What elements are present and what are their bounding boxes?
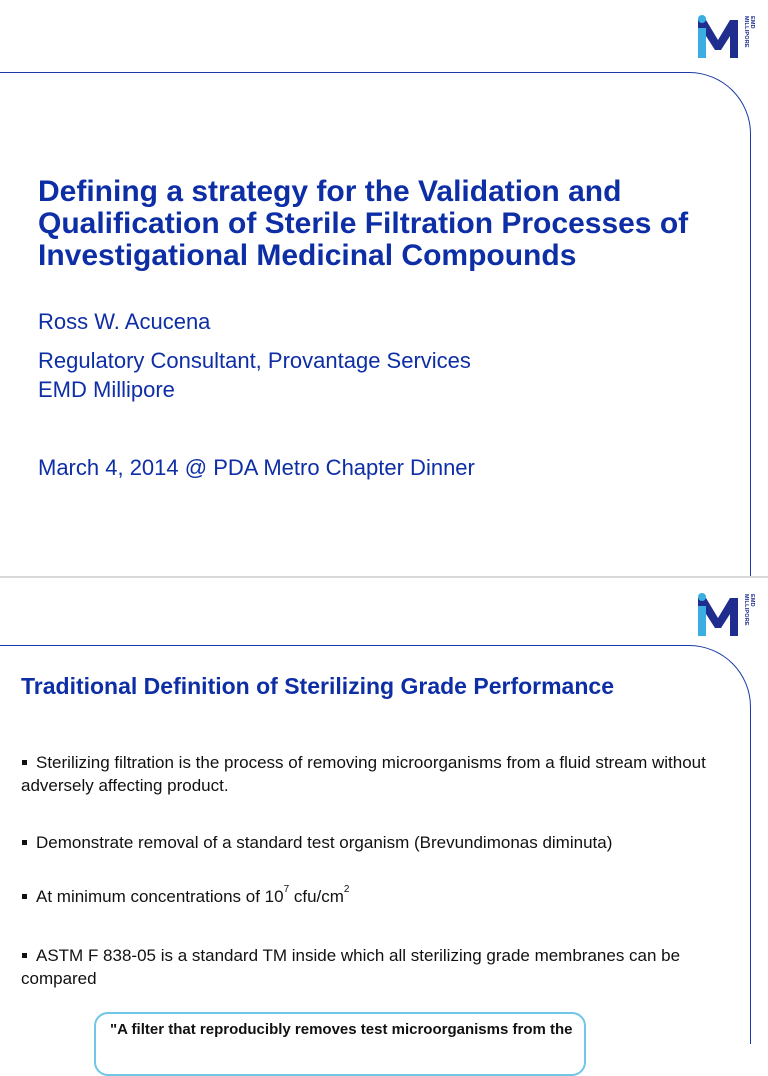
author-name: Ross W. Acucena	[38, 309, 211, 334]
definition-callout	[94, 1012, 586, 1076]
organization: EMD Millipore	[38, 377, 175, 402]
list-item: Sterilizing filtration is the process of removing microorganisms from a fluid stream without adversely affecting product.	[21, 753, 706, 795]
bullet-icon	[22, 760, 27, 765]
callout-text: "A filter that reproducibly removes test microorganisms from the	[110, 1021, 573, 1038]
list-item: At minimum concentrations of $10^7$ cfu/$cm^2$	[21, 885, 349, 908]
logo-wordmark: EMD MILLIPORE	[743, 16, 755, 48]
presentation-title: Defining a strategy for the Validation and Qualification of Sterile Filtration Processes of Investigational Medicinal Compounds	[38, 175, 689, 272]
emd-millipore-logo	[696, 14, 755, 60]
author-role: Regulatory Consultant, Provantage Services	[38, 348, 471, 373]
content-slide	[0, 578, 768, 1038]
emd-millipore-logo	[696, 592, 755, 638]
logo-wordmark: EMD MILLIPORE	[743, 594, 755, 626]
list-item: ASTM F 838-05 is a standard TM inside which all sterilizing grade membranes can be compared	[21, 946, 681, 988]
merck-m-icon	[696, 14, 740, 60]
bullet-icon	[22, 894, 27, 899]
list-item: Demonstrate removal of a standard test organism (Brevundimonas diminuta)	[21, 831, 612, 854]
bullet-icon	[22, 953, 27, 958]
slide-frame	[0, 72, 751, 598]
slide-title: Traditional Definition of Sterilizing Grade Performance	[21, 673, 614, 699]
merck-m-icon	[696, 592, 740, 638]
bullet-icon	[22, 840, 27, 845]
event-date: March 4, 2014 @ PDA Metro Chapter Dinner	[38, 455, 475, 480]
